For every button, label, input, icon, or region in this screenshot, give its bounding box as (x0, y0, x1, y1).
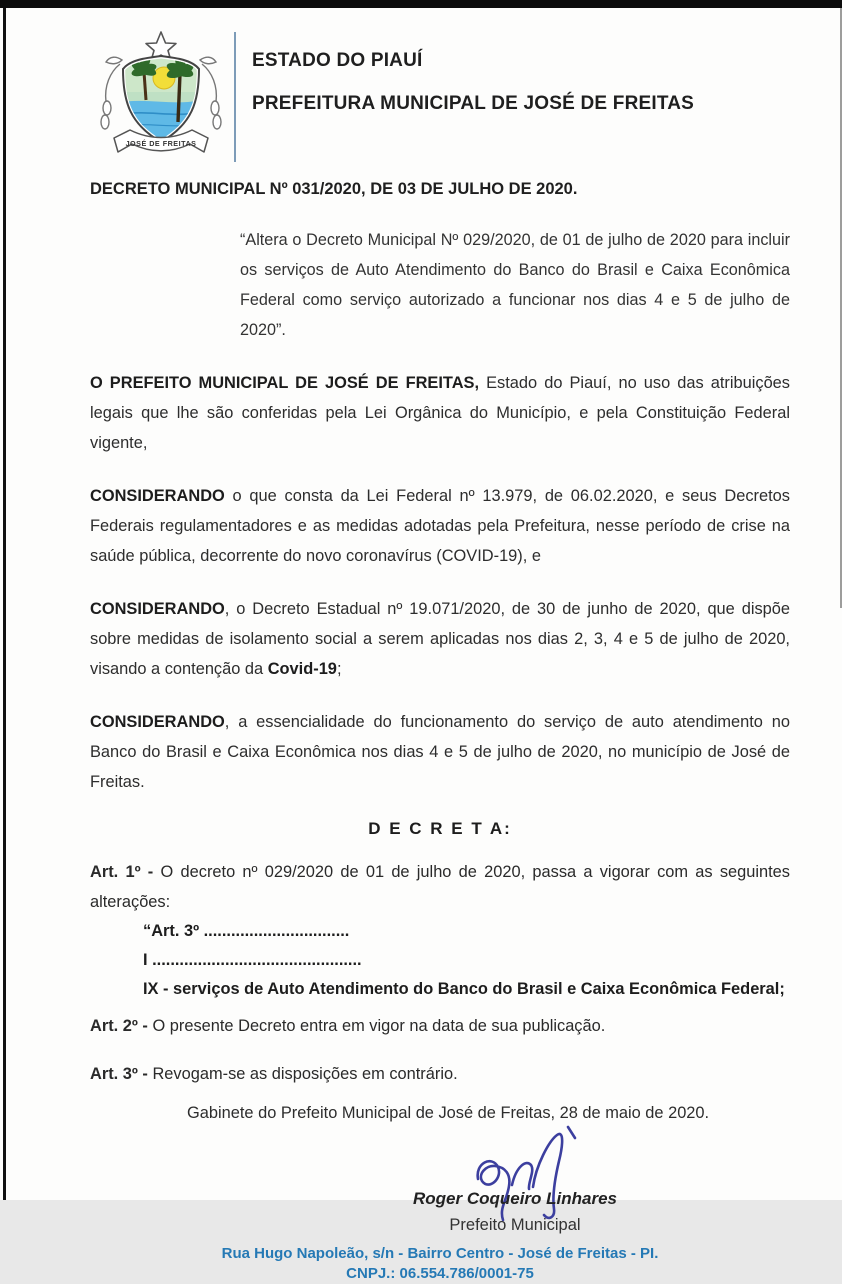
side-ornament-left (101, 57, 122, 129)
signature-block (345, 1123, 685, 1235)
side-ornament-right (200, 57, 221, 129)
letterhead-divider (234, 32, 236, 162)
decree-title: DECRETO MUNICIPAL Nº 031/2020, DE 03 DE JULHO DE 2020. (90, 180, 578, 198)
signer-name: Roger Coqueiro Linhares (412, 1189, 618, 1208)
footer (90, 1244, 790, 1284)
considerando-3: CONSIDERANDO, a essencialidade do funcionamento do serviço de auto atendimento no Banco do Brasil e Caixa Econômica nos dias 4 e 5 de julho de 2020, no município de José de Freitas. (90, 713, 790, 791)
article-3: Art. 3º - Revogam-se as disposições em contrário. (90, 1065, 458, 1083)
article-1-quote-line-1: “Art. 3º ................................ (143, 922, 350, 940)
letterhead-org (252, 30, 694, 115)
shield (122, 54, 200, 142)
org-state-line: ESTADO DO PIAUÍ (252, 50, 423, 71)
preamble-paragraph: O PREFEITO MUNICIPAL DE JOSÉ DE FREITAS, Estado do Piauí, no uso das atribuições legais que lhe são conferidas pela Lei Orgânica do Município, e pela Constituição Federal vigente, (90, 374, 790, 452)
document-content (90, 8, 790, 1284)
scan-edge-left (3, 8, 6, 1200)
article-1: Art. 1º - O decreto nº 029/2020 de 01 de julho de 2020, passa a vigorar com as seguintes alterações: (90, 863, 790, 911)
footer-cnpj: CNPJ.: 06.554.786/0001-75 (346, 1265, 534, 1282)
closing-place-date: Gabinete do Prefeito Municipal de José de Freitas, 28 de maio de 2020. (187, 1104, 710, 1122)
decreta-heading: D E C R E T A: (368, 819, 512, 838)
article-1-quote-line-2: I .............................................. (143, 951, 362, 969)
scan-edge-top (0, 0, 842, 8)
footer-address: Rua Hugo Napoleão, s/n - Bairro Centro - José de Freitas - PI. (221, 1245, 659, 1262)
org-municipality-line: PREFEITURA MUNICIPAL DE JOSÉ DE FREITAS (252, 93, 695, 114)
decree-summary-quote: “Altera o Decreto Municipal Nº 029/2020, de 01 de julho de 2020 para incluir os serviços de Auto Atendimento do Banco do Brasil e Caixa Econômica Federal como serviço autorizado a funcionar nos dias 4 e 5 de julho de 2020”. (240, 231, 790, 339)
article-1-quote-line-3: IX - serviços de Auto Atendimento do Banco do Brasil e Caixa Econômica Federal; (143, 980, 785, 998)
signer-role: Prefeito Municipal (449, 1216, 581, 1234)
considerando-2: CONSIDERANDO, o Decreto Estadual nº 19.071/2020, de 30 de junho de 2020, que dispõe sobre medidas de isolamento social a serem aplicadas nos dias 2, 3, 4 e 5 de julho de 2020, visando a contenção da Covid-19; (90, 600, 790, 678)
letterhead (90, 30, 790, 164)
coat-of-arms (92, 30, 230, 164)
article-2: Art. 2º - O presente Decreto entra em vigor na data de sua publicação. (90, 1017, 606, 1035)
banner-text: JOSÉ DE FREITAS (125, 139, 197, 148)
considerando-1: CONSIDERANDO o que consta da Lei Federal nº 13.979, de 06.02.2020, e seus Decretos Federais regulamentadores e as medidas adotadas pela Prefeitura, nesse período de crise na saúde pública, decorrente do novo coronavírus (COVID-19), e (90, 487, 790, 565)
